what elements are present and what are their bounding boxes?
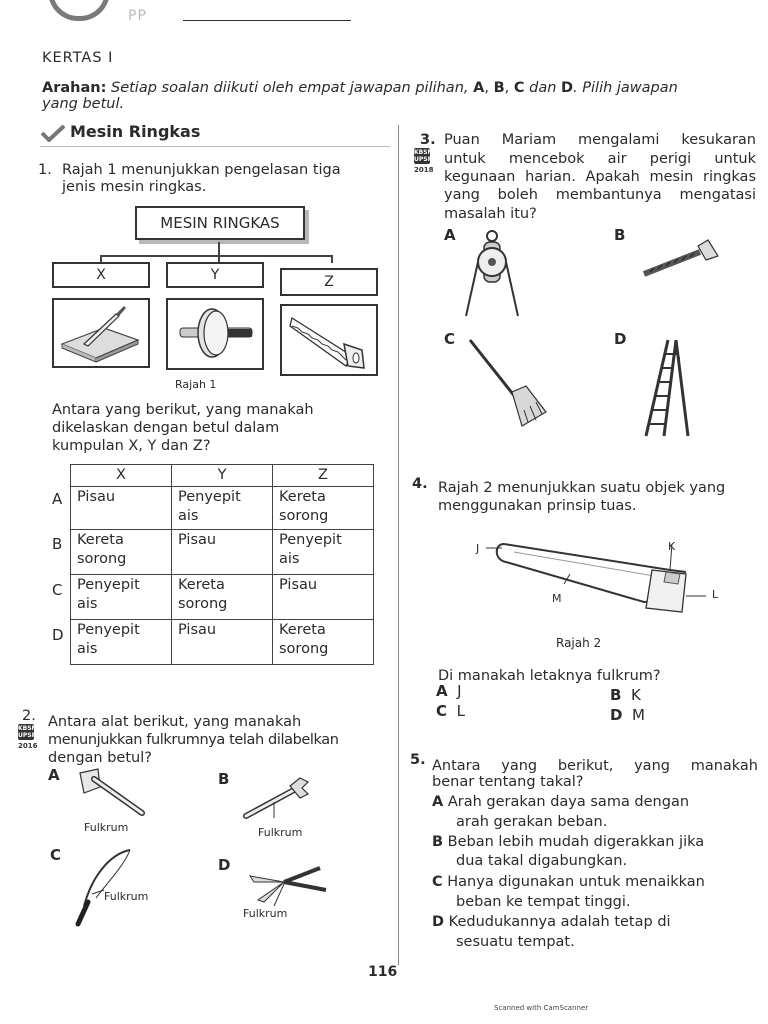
q1-text-line-1: Rajah 1 menunjukkan pengelasan tiga (62, 162, 341, 178)
table-header-x: X (71, 465, 172, 487)
table-cell (71, 487, 172, 530)
q5-text-line-1: Antara yang berikut, yang manakah (432, 758, 758, 774)
q4-option-b[interactable] (610, 686, 641, 704)
q5-option-c[interactable] (432, 872, 758, 892)
tree-connector (218, 242, 220, 256)
page-number: 116 (368, 964, 398, 980)
q2-d-fulkrum-label: Fulkrum (243, 907, 288, 920)
q1-question-line-2: dikelaskan dengan betul dalam (52, 420, 280, 436)
q2-option-b-letter: B (218, 770, 230, 788)
pulley-icon (458, 228, 528, 318)
table-row (71, 575, 374, 620)
broom-icon (466, 336, 556, 432)
column-divider (398, 125, 399, 965)
q3-exam-badge (414, 148, 434, 174)
option-letter: A (432, 794, 444, 810)
q4-number: 4. (412, 476, 428, 492)
q3-option-a-letter: A (444, 226, 456, 244)
diagram-2-caption: Rajah 2 (556, 636, 602, 650)
tongs-label-l: L (712, 588, 719, 601)
tongs-icon (474, 532, 724, 628)
q4-text-line-1: Rajah 2 menunjukkan suatu objek yang (438, 480, 726, 496)
axe-icon (70, 765, 160, 825)
q1-option-c-letter: C (52, 581, 63, 599)
option-value: J (457, 682, 462, 700)
group-y-box: Y (166, 262, 264, 288)
knife-picture-box (52, 298, 150, 368)
option-letter: A (436, 682, 448, 700)
q3-text-line-2: untuk mencebok air perigi untuk (444, 151, 756, 167)
q1-option-d-letter: D (52, 626, 64, 644)
cell-text: ais (77, 641, 98, 657)
q1-option-b-letter: B (52, 535, 63, 553)
q4-option-c[interactable] (436, 702, 465, 720)
cell-text: Kereta (279, 489, 326, 505)
q2-a-fulkrum-label: Fulkrum (84, 821, 129, 834)
instruction-dan: dan (529, 80, 557, 96)
table-row (71, 530, 374, 575)
q3-text-line-1: Puan Mariam mengalami kesukaran (444, 132, 756, 148)
instruction-letter-b: B (493, 80, 505, 96)
option-text: Kedudukannya adalah tetap di (448, 914, 671, 930)
q3-option-b-letter: B (614, 226, 626, 244)
q2-option-c-letter: C (50, 846, 62, 864)
cell-text: Kereta (178, 577, 225, 593)
instruction-letter-c: C (513, 80, 525, 96)
instruction-text: Setiap soalan diikuti oleh empat jawapan pilihan, (111, 80, 469, 96)
cell-text: sorong (279, 508, 329, 524)
table-cell (172, 620, 273, 665)
q1-question-line-3: kumpulan X, Y dan Z? (52, 438, 211, 454)
q5-text-line-2: benar tentang takal? (432, 774, 584, 790)
table-cell (273, 620, 374, 665)
cell-text: Pisau (77, 489, 116, 505)
q1-answer-table (70, 464, 374, 665)
q5-option-a[interactable] (432, 792, 758, 812)
badge-year: 2018 (414, 166, 434, 174)
scanner-watermark: Scanned with CamScanner (494, 1004, 589, 1012)
q3-option-d-letter: D (614, 330, 627, 348)
q5-option-b[interactable] (432, 832, 758, 852)
table-cell (71, 530, 172, 575)
tree-connector (100, 255, 332, 257)
badge-label: KBSM UPSR (18, 725, 38, 739)
q2-text-line-2: menunjukkan fulkrumnya telah dilabelkan (48, 732, 339, 748)
instruction-letter-a: A (473, 80, 485, 96)
option-letter: D (432, 914, 445, 930)
cell-text: Kereta (279, 622, 326, 638)
q3-text-line-5: masalah itu? (444, 206, 537, 222)
q5-option-d-line-2: sesuatu tempat. (456, 934, 575, 950)
option-text: Beban lebih mudah digerakkan jika (447, 834, 705, 850)
header-rule (183, 20, 351, 21)
q4-option-a[interactable] (436, 682, 462, 700)
cell-text: Penyepit (77, 622, 140, 638)
section-title: Mesin Ringkas (70, 122, 201, 141)
option-letter: B (610, 686, 622, 704)
cell-text: Penyepit (279, 532, 342, 548)
paper-title: KERTAS I (42, 50, 114, 66)
q2-c-fulkrum-label: Fulkrum (104, 890, 149, 903)
saw-icon (282, 306, 376, 374)
tongs-label-j: J (476, 542, 480, 555)
table-cell (172, 530, 273, 575)
q3-option-c-letter: C (444, 330, 456, 348)
table-cell (71, 620, 172, 665)
tree-connector (331, 255, 333, 263)
instruction-line-2: yang betul. (42, 96, 125, 112)
table-row (71, 487, 374, 530)
group-z-box: Z (280, 268, 378, 296)
cell-text: ais (279, 551, 300, 567)
cell-text: Penyepit (77, 577, 140, 593)
option-letter: D (610, 706, 623, 724)
q4-text-line-2: menggunakan prinsip tuas. (438, 498, 637, 514)
option-letter: B (432, 834, 444, 850)
option-text: Hanya digunakan untuk menaikkan (447, 874, 705, 890)
q5-number: 5. (410, 752, 426, 768)
option-text: Arah gerakan daya sama dengan (447, 794, 690, 810)
publisher-logo-text: PP (128, 8, 147, 24)
cell-text: ais (77, 596, 98, 612)
shears-icon (244, 856, 334, 912)
table-header-y: Y (172, 465, 273, 487)
q3-number: 3. (420, 132, 436, 148)
group-x-box: X (52, 262, 150, 288)
instruction-label: Arahan: (42, 80, 107, 96)
table-cell (71, 575, 172, 620)
ladder-icon (640, 338, 696, 438)
q2-exam-badge (18, 724, 38, 750)
cell-text: sorong (279, 641, 329, 657)
q5-option-a-line-2: arah gerakan beban. (456, 814, 608, 830)
table-header-row (71, 465, 374, 487)
q5-option-b-line-2: dua takal digabungkan. (456, 853, 628, 869)
publisher-logo (48, 0, 110, 21)
q3-text-line-3: kegunaan harian. Apakah mesin ringkas (444, 169, 756, 185)
cell-text: sorong (178, 596, 228, 612)
q3-text-line-4: yang boleh membantunya mengatasi (444, 187, 756, 203)
badge-year: 2016 (18, 742, 38, 750)
instruction-letter-d: D (561, 80, 574, 96)
q5-option-d[interactable] (432, 912, 758, 932)
cell-text: sorong (77, 551, 127, 567)
q1-number: 1. (38, 162, 52, 178)
q2-b-fulkrum-label: Fulkrum (258, 826, 303, 839)
option-value: M (632, 706, 645, 724)
section-underline (40, 146, 390, 147)
instruction-text-end: . Pilih jawapan (573, 80, 678, 96)
diagram-1-caption: Rajah 1 (175, 378, 217, 391)
cell-text: Pisau (178, 622, 217, 638)
table-cell (273, 575, 374, 620)
q1-text-line-2: jenis mesin ringkas. (62, 179, 207, 195)
table-cell (172, 487, 273, 530)
instruction-line-1: Arahan: Setiap soalan diikuti oleh empat jawapan pilihan, A, B, C dan D. Pilih jawapan (42, 80, 678, 96)
q2-number: 2. (22, 708, 36, 724)
q2-option-a-letter: A (48, 766, 60, 784)
table-header-z: Z (273, 465, 374, 487)
saw-picture-box (280, 304, 378, 376)
q2-text-line-3: dengan betul? (48, 750, 152, 766)
knife-on-board-icon (54, 300, 148, 366)
option-value: L (456, 702, 465, 720)
table-cell (273, 530, 374, 575)
spanner-icon (238, 772, 318, 824)
table-cell (172, 575, 273, 620)
cell-text: ais (178, 508, 199, 524)
diagram-title-box: MESIN RINGKAS (135, 206, 305, 240)
wheel-axle-picture-box (166, 298, 264, 370)
check-icon (40, 124, 66, 142)
q5-option-c-line-2: beban ke tempat tinggi. (456, 894, 631, 910)
option-value: K (630, 686, 641, 704)
table-cell (273, 487, 374, 530)
cell-text: Kereta (77, 532, 124, 548)
tongs-label-m: M (552, 592, 562, 605)
cell-text: Pisau (178, 532, 217, 548)
screw-icon (640, 232, 724, 280)
q2-text-line-1: Antara alat berikut, yang manakah (48, 714, 302, 730)
wheel-and-axle-icon (168, 300, 262, 368)
option-letter: C (436, 702, 448, 720)
table-row (71, 620, 374, 665)
tongs-label-k: K (668, 540, 676, 553)
q1-option-a-letter: A (52, 490, 63, 508)
badge-label: KBSM UPSR (414, 149, 434, 163)
scythe-icon (70, 846, 140, 930)
q4-question: Di manakah letaknya fulkrum? (438, 668, 661, 684)
q4-option-d[interactable] (610, 706, 645, 724)
option-letter: C (432, 874, 443, 890)
q1-question-line-1: Antara yang berikut, yang manakah (52, 402, 314, 418)
cell-text: Penyepit (178, 489, 241, 505)
q2-option-d-letter: D (218, 856, 231, 874)
cell-text: Pisau (279, 577, 318, 593)
